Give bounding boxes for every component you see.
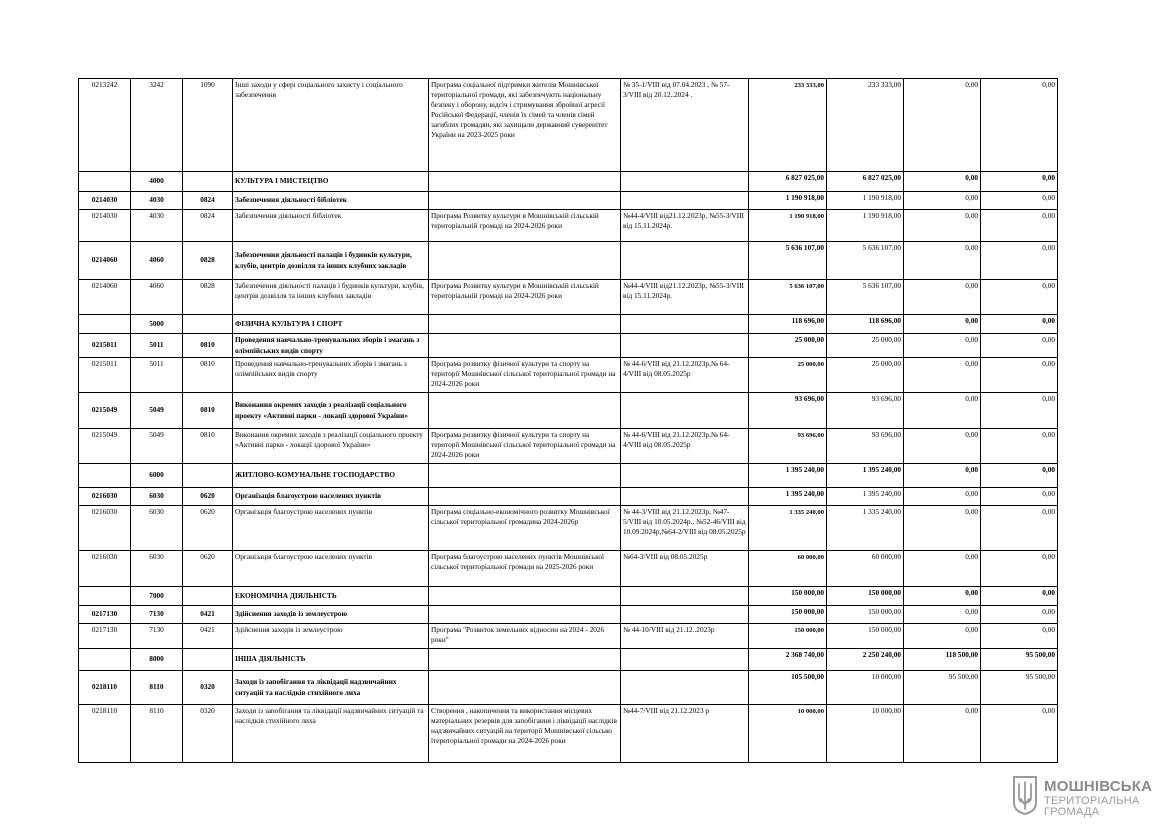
kpk-cell: 0218110	[79, 705, 131, 763]
total-cell: 1 190 918,00	[749, 210, 827, 242]
fkvk-cell: 0320	[183, 671, 233, 705]
program-cell: Створення , накопичення та використання місцевих матеріальних резервів для запобігання і ліквідації наслідків надзвичайних ситуацій на території Мошнівської сільсько їтериторіальної громади на 2024-2026 роки	[429, 705, 621, 763]
subsection-row	[79, 334, 1058, 358]
section-row	[79, 464, 1058, 488]
decision-cell	[621, 315, 749, 334]
development-budget-cell: 0,00	[981, 393, 1058, 429]
special-fund-cell: 0,00	[904, 429, 981, 464]
decision-cell	[621, 242, 749, 280]
special-fund-cell: 0,00	[904, 192, 981, 210]
program-cell	[429, 671, 621, 705]
general-fund-cell: 150 000,00	[827, 587, 904, 606]
program-cell	[429, 242, 621, 280]
tpkvk-cell: 4030	[131, 210, 183, 242]
special-fund-cell: 0,00	[904, 280, 981, 315]
total-cell: 60 000,00	[749, 551, 827, 587]
decision-cell	[621, 671, 749, 705]
section-row	[79, 587, 1058, 606]
fkvk-cell	[183, 464, 233, 488]
fkvk-cell: 0620	[183, 488, 233, 506]
fkvk-cell: 0620	[183, 551, 233, 587]
measure-name-cell: Заходи із запобігання та ліквідації надзвичайних ситуацій та наслідків стихійного лиха	[233, 671, 429, 705]
development-budget-cell: 0,00	[981, 506, 1058, 551]
program-cell	[429, 315, 621, 334]
decision-cell	[621, 649, 749, 671]
decision-cell	[621, 334, 749, 358]
program-cell	[429, 192, 621, 210]
decision-cell: № 44-3/VIII від 21.12.2023р, №47-5/VIII від 10.05.2024р., №52-46/VIII від 10.09.2024р,№64-2/VIII від 08.05.2025р	[621, 506, 749, 551]
total-cell: 2 368 740,00	[749, 649, 827, 671]
program-cell	[429, 172, 621, 192]
tpkvk-cell: 7130	[131, 624, 183, 649]
measure-name-cell: Заходи із запобігання та ліквідації надзвичайних ситуацій та наслідків стихійного лиха	[233, 705, 429, 763]
decision-cell	[621, 172, 749, 192]
general-fund-cell: 5 636 107,00	[827, 280, 904, 315]
general-fund-cell: 150 000,00	[827, 624, 904, 649]
fkvk-cell: 0320	[183, 705, 233, 763]
table-row	[79, 705, 1058, 763]
kpk-cell	[79, 464, 131, 488]
total-cell: 1 395 240,00	[749, 464, 827, 488]
program-cell	[429, 649, 621, 671]
program-cell	[429, 587, 621, 606]
general-fund-cell: 93 696,00	[827, 393, 904, 429]
tpkvk-cell: 5011	[131, 334, 183, 358]
kpk-cell	[79, 172, 131, 192]
tpkvk-cell: 5049	[131, 429, 183, 464]
measure-name-cell: КУЛЬТУРА І МИСТЕЦТВО	[233, 172, 429, 192]
development-budget-cell: 0,00	[981, 551, 1058, 587]
program-cell	[429, 488, 621, 506]
table-row	[79, 551, 1058, 587]
kpk-cell: 0214060	[79, 280, 131, 315]
special-fund-cell: 0,00	[904, 551, 981, 587]
special-fund-cell: 0,00	[904, 393, 981, 429]
total-cell: 118 696,00	[749, 315, 827, 334]
program-cell: Програма Розвитку культури в Мошнівській сільській територіальній громаді на 2024-2026 роки	[429, 210, 621, 242]
fkvk-cell: 1090	[183, 79, 233, 172]
development-budget-cell: 0,00	[981, 79, 1058, 172]
program-cell: Програма Розвитку культури в Мошнівській сільській територіальній громаді на 2024-2026 роки	[429, 280, 621, 315]
total-cell: 10 000,00	[749, 705, 827, 763]
subsection-row	[79, 242, 1058, 280]
total-cell: 1 395 240,00	[749, 488, 827, 506]
trident-crest-icon	[1012, 775, 1038, 815]
tpkvk-cell: 4060	[131, 242, 183, 280]
kpk-cell: 0215011	[79, 358, 131, 393]
program-cell: Програма соціально-економічного розвитку Мошнівської сільської територіальної громадина 2024-2026р	[429, 506, 621, 551]
tpkvk-cell: 6000	[131, 464, 183, 488]
kpk-cell	[79, 315, 131, 334]
tpkvk-cell: 5049	[131, 393, 183, 429]
tpkvk-cell: 4000	[131, 172, 183, 192]
development-budget-cell: 0,00	[981, 334, 1058, 358]
decision-cell	[621, 393, 749, 429]
development-budget-cell: 0,00	[981, 210, 1058, 242]
measure-name-cell: Інші заходи у сфері соціального захисту і соціального забезпечення	[233, 79, 429, 172]
total-cell: 150 000,00	[749, 606, 827, 624]
kpk-cell: 0216030	[79, 488, 131, 506]
development-budget-cell: 0,00	[981, 705, 1058, 763]
special-fund-cell: 0,00	[904, 79, 981, 172]
total-cell: 5 636 107,00	[749, 280, 827, 315]
tpkvk-cell: 6030	[131, 506, 183, 551]
kpk-cell	[79, 649, 131, 671]
general-fund-cell: 10 000,00	[827, 671, 904, 705]
kpk-cell: 0214030	[79, 192, 131, 210]
decision-cell: № 44-10/VIII від 21.12..2023р	[621, 624, 749, 649]
measure-name-cell: Забезпечення діяльності бібліотек	[233, 192, 429, 210]
kpk-cell	[79, 587, 131, 606]
table-row	[79, 210, 1058, 242]
fkvk-cell: 0421	[183, 606, 233, 624]
subsection-row	[79, 393, 1058, 429]
development-budget-cell: 0,00	[981, 358, 1058, 393]
tpkvk-cell: 5011	[131, 358, 183, 393]
tpkvk-cell: 8110	[131, 705, 183, 763]
special-fund-cell: 95 500,00	[904, 671, 981, 705]
section-row	[79, 315, 1058, 334]
fkvk-cell: 0824	[183, 210, 233, 242]
table-row	[79, 429, 1058, 464]
measure-name-cell: Виконання окремих заходів з реалізації соціального проекту «Активні парки - локації здорової України»	[233, 429, 429, 464]
kpk-cell: 0215011	[79, 334, 131, 358]
measure-name-cell: ІНША ДІЯЛЬНІСТЬ	[233, 649, 429, 671]
community-logo	[1012, 775, 1162, 817]
general-fund-cell: 93 696,00	[827, 429, 904, 464]
total-cell: 25 000,00	[749, 334, 827, 358]
special-fund-cell: 0,00	[904, 705, 981, 763]
decision-cell: № 44-6/VIII від 21.12.2023р,№ 64-4/VIII від 08.05.2025р	[621, 358, 749, 393]
development-budget-cell: 0,00	[981, 587, 1058, 606]
decision-cell: № 44-6/VIII від 21.12.2023р,№ 64-4/VIII від 08.05.2025р	[621, 429, 749, 464]
total-cell: 93 696,00	[749, 429, 827, 464]
decision-cell: №44-4/VIII від21.12.2023р, №55-3/VIII від 15.11.2024р.	[621, 210, 749, 242]
measure-name-cell: ЖИТЛОВО-КОМУНАЛЬНЕ ГОСПОДАРСТВО	[233, 464, 429, 488]
total-cell: 1 190 918,00	[749, 192, 827, 210]
fkvk-cell: 0810	[183, 429, 233, 464]
general-fund-cell: 1 190 918,00	[827, 210, 904, 242]
fkvk-cell: 0810	[183, 334, 233, 358]
table-row	[79, 624, 1058, 649]
kpk-cell: 0216030	[79, 506, 131, 551]
measure-name-cell: ЕКОНОМІЧНА ДІЯЛЬНІСТЬ	[233, 587, 429, 606]
special-fund-cell: 0,00	[904, 606, 981, 624]
development-budget-cell: 0,00	[981, 429, 1058, 464]
tpkvk-cell: 7000	[131, 587, 183, 606]
kpk-cell: 0218110	[79, 671, 131, 705]
decision-cell	[621, 464, 749, 488]
fkvk-cell	[183, 587, 233, 606]
special-fund-cell: 0,00	[904, 315, 981, 334]
decision-cell	[621, 488, 749, 506]
development-budget-cell: 0,00	[981, 172, 1058, 192]
tpkvk-cell: 4060	[131, 280, 183, 315]
table-row	[79, 280, 1058, 315]
general-fund-cell: 1 190 918,00	[827, 192, 904, 210]
measure-name-cell: Проведення навчально-тренувальних зборів і змагань з олімпійських видів спорту	[233, 334, 429, 358]
special-fund-cell: 0,00	[904, 488, 981, 506]
table-row	[79, 79, 1058, 172]
program-cell: Програма благоустрою населених пунктів Мошнівської сільської територіальної громади на 2025-2026 роки	[429, 551, 621, 587]
tpkvk-cell: 5000	[131, 315, 183, 334]
fkvk-cell	[183, 172, 233, 192]
program-cell	[429, 334, 621, 358]
development-budget-cell: 0,00	[981, 280, 1058, 315]
tpkvk-cell: 6030	[131, 488, 183, 506]
special-fund-cell: 0,00	[904, 210, 981, 242]
measure-name-cell: Організація благоустрою населених пунктів	[233, 506, 429, 551]
kpk-cell: 0213242	[79, 79, 131, 172]
special-fund-cell: 0,00	[904, 624, 981, 649]
program-cell: Програма "Розвиток земельних відносин на 2024 - 2026 роки"	[429, 624, 621, 649]
general-fund-cell: 6 827 025,00	[827, 172, 904, 192]
special-fund-cell: 0,00	[904, 334, 981, 358]
logo-title: МОШНІВСЬКА	[1044, 778, 1153, 795]
general-fund-cell: 10 000,00	[827, 705, 904, 763]
total-cell: 25 000,00	[749, 358, 827, 393]
measure-name-cell: ФІЗИЧНА КУЛЬТУРА І СПОРТ	[233, 315, 429, 334]
special-fund-cell: 0,00	[904, 172, 981, 192]
special-fund-cell: 0,00	[904, 358, 981, 393]
general-fund-cell: 1 395 240,00	[827, 464, 904, 488]
kpk-cell: 0214060	[79, 242, 131, 280]
general-fund-cell: 2 250 240,00	[827, 649, 904, 671]
general-fund-cell: 25 000,00	[827, 334, 904, 358]
special-fund-cell: 118 500,00	[904, 649, 981, 671]
special-fund-cell: 0,00	[904, 464, 981, 488]
table-row	[79, 358, 1058, 393]
decision-cell: №44-4/VIII від21.12.2023р, №55-3/VIII від 15.11.2024р.	[621, 280, 749, 315]
general-fund-cell: 60 000,00	[827, 551, 904, 587]
fkvk-cell: 0828	[183, 242, 233, 280]
development-budget-cell: 0,00	[981, 606, 1058, 624]
measure-name-cell: Виконання окремих заходів з реалізації соціального проекту «Активні парки - локації здорової України»	[233, 393, 429, 429]
decision-cell	[621, 587, 749, 606]
measure-name-cell: Забезпечення діяльності палаців і будинків культури, клубів, центрів дозвілля та інших клубних закладів	[233, 280, 429, 315]
fkvk-cell: 0828	[183, 280, 233, 315]
general-fund-cell: 25 000,00	[827, 358, 904, 393]
section-row	[79, 649, 1058, 671]
fkvk-cell: 0810	[183, 393, 233, 429]
fkvk-cell: 0620	[183, 506, 233, 551]
special-fund-cell: 0,00	[904, 587, 981, 606]
tpkvk-cell: 8000	[131, 649, 183, 671]
logo-subtitle-2: ГРОМАДА	[1044, 806, 1100, 818]
program-cell	[429, 606, 621, 624]
kpk-cell: 0216030	[79, 551, 131, 587]
fkvk-cell	[183, 315, 233, 334]
measure-name-cell: Здійснення заходів із землеустрою	[233, 624, 429, 649]
general-fund-cell: 118 696,00	[827, 315, 904, 334]
kpk-cell: 0214030	[79, 210, 131, 242]
tpkvk-cell: 7130	[131, 606, 183, 624]
fkvk-cell: 0421	[183, 624, 233, 649]
development-budget-cell: 0,00	[981, 488, 1058, 506]
development-budget-cell: 0,00	[981, 192, 1058, 210]
development-budget-cell: 95 500,00	[981, 671, 1058, 705]
general-fund-cell: 5 636 107,00	[827, 242, 904, 280]
general-fund-cell: 233 333,00	[827, 79, 904, 172]
fkvk-cell	[183, 649, 233, 671]
tpkvk-cell: 6030	[131, 551, 183, 587]
section-row	[79, 172, 1058, 192]
fkvk-cell: 0810	[183, 358, 233, 393]
development-budget-cell: 0,00	[981, 624, 1058, 649]
special-fund-cell: 0,00	[904, 506, 981, 551]
special-fund-cell: 0,00	[904, 242, 981, 280]
decision-cell: №64-3/VIII від 08.05.2025р	[621, 551, 749, 587]
measure-name-cell: Забезпечення діяльності бібліотек	[233, 210, 429, 242]
fkvk-cell: 0824	[183, 192, 233, 210]
logo-subtitle-1: ТЕРИТОРІАЛЬНА	[1044, 795, 1140, 807]
tpkvk-cell: 8110	[131, 671, 183, 705]
kpk-cell: 0217130	[79, 624, 131, 649]
total-cell: 105 500,00	[749, 671, 827, 705]
total-cell: 1 335 240,00	[749, 506, 827, 551]
program-cell: Програма розвитку фізичної культури та спорту на території Мошнівської сільської територіальної громади на 2024-2026 роки	[429, 429, 621, 464]
kpk-cell: 0215049	[79, 429, 131, 464]
decision-cell	[621, 606, 749, 624]
development-budget-cell: 0,00	[981, 315, 1058, 334]
total-cell: 150 000,00	[749, 624, 827, 649]
development-budget-cell: 0,00	[981, 464, 1058, 488]
general-fund-cell: 1 395 240,00	[827, 488, 904, 506]
total-cell: 150 000,00	[749, 587, 827, 606]
decision-cell: № 35-1/VIII від 07.04.2023 , № 57-3/VIII від 20.12..2024 .	[621, 79, 749, 172]
decision-cell	[621, 192, 749, 210]
program-cell: Програма соціальної підтримки жителів Мошнівської територіальної громади, які забезпечують національну безпеку і оборону, відсіч і стримування збройної агресії Російської Федерації, членів їх сімей та членів сімей загиблих громадян, які захищали державний суверенітет України на 2023-2025 роки	[429, 79, 621, 172]
program-cell	[429, 464, 621, 488]
total-cell: 6 827 025,00	[749, 172, 827, 192]
program-cell	[429, 393, 621, 429]
tpkvk-cell: 4030	[131, 192, 183, 210]
total-cell: 93 696,00	[749, 393, 827, 429]
measure-name-cell: Організація благоустрою населених пунктів	[233, 551, 429, 587]
subsection-row	[79, 606, 1058, 624]
subsection-row	[79, 671, 1058, 705]
measure-name-cell: Організація благоустрою населених пунктів	[233, 488, 429, 506]
kpk-cell: 0215049	[79, 393, 131, 429]
measure-name-cell: Проведення навчально-тренувальних зборів і змагань з олімпійських видів спорту	[233, 358, 429, 393]
tpkvk-cell: 3242	[131, 79, 183, 172]
total-cell: 233 333,00	[749, 79, 827, 172]
decision-cell: №44-7/VIII від 21.12.2023 р	[621, 705, 749, 763]
subsection-row	[79, 192, 1058, 210]
general-fund-cell: 150 000,00	[827, 606, 904, 624]
kpk-cell: 0217130	[79, 606, 131, 624]
development-budget-cell: 0,00	[981, 242, 1058, 280]
budget-programs-table	[78, 78, 1058, 763]
program-cell: Програма розвитку фізичної культури та спорту на території Мошнівської сільської територіальної громади на 2024-2026 роки	[429, 358, 621, 393]
measure-name-cell: Забезпечення діяльності палаців і будинків культури, клубів, центрів дозвілля та інших клубних закладів	[233, 242, 429, 280]
total-cell: 5 636 107,00	[749, 242, 827, 280]
general-fund-cell: 1 335 240,00	[827, 506, 904, 551]
measure-name-cell: Здійснення заходів із землеустрою	[233, 606, 429, 624]
table-row	[79, 506, 1058, 551]
subsection-row	[79, 488, 1058, 506]
development-budget-cell: 95 500,00	[981, 649, 1058, 671]
